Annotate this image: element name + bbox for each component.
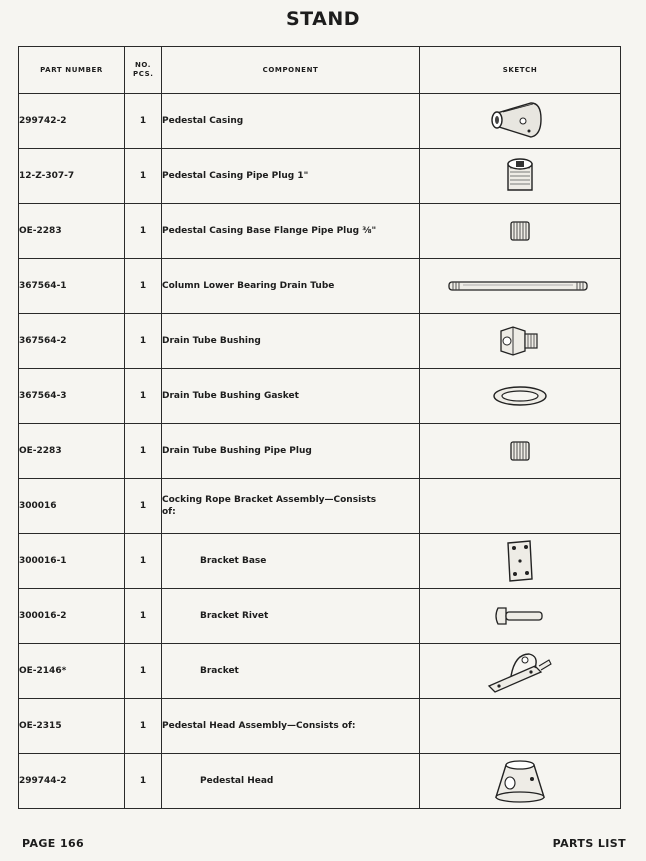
- drain-tube-sketch: [445, 276, 595, 296]
- pcs-cell: 1: [125, 644, 162, 699]
- component-cell: Drain Tube Bushing Pipe Plug: [162, 424, 420, 479]
- table-row: [19, 534, 621, 589]
- sketch-cell: [420, 589, 621, 644]
- part-number-cell: OE-2146*: [19, 644, 125, 699]
- header-no-pcs-label: NO. PCS.: [133, 61, 154, 78]
- pcs-cell: 1: [125, 369, 162, 424]
- pcs-cell: 1: [125, 754, 162, 809]
- component-cell: Pedestal Casing Base Flange Pipe Plug ⅜": [162, 204, 420, 259]
- part-number-cell: OE-2283: [19, 424, 125, 479]
- header-no-pcs: [125, 47, 162, 94]
- pcs-cell: 1: [125, 534, 162, 589]
- part-number-cell: 299742-2: [19, 94, 125, 149]
- parts-table: [18, 46, 621, 809]
- sketch-cell: [420, 754, 621, 809]
- part-number-cell: 299744-2: [19, 754, 125, 809]
- table-row: [19, 259, 621, 314]
- sketch-cell: [420, 699, 621, 754]
- component-cell: [162, 479, 420, 534]
- table-row: [19, 94, 621, 149]
- table-row: [19, 644, 621, 699]
- sketch-cell: [420, 534, 621, 589]
- pedestal-head-sketch: [488, 757, 552, 805]
- pcs-cell: 1: [125, 149, 162, 204]
- sketch-cell: [420, 424, 621, 479]
- pcs-cell: 1: [125, 699, 162, 754]
- part-number-cell: OE-2283: [19, 204, 125, 259]
- pcs-cell: 1: [125, 259, 162, 314]
- sketch-cell: [420, 369, 621, 424]
- component-cell: Bracket Rivet: [162, 589, 420, 644]
- sketch-cell: [420, 644, 621, 699]
- bushing-sketch: [495, 321, 545, 361]
- part-number-cell: 300016-1: [19, 534, 125, 589]
- component-cell: Column Lower Bearing Drain Tube: [162, 259, 420, 314]
- component-cell: Pedestal Head: [162, 754, 420, 809]
- table-row: [19, 589, 621, 644]
- table-row: [19, 369, 621, 424]
- pedestal-casing-sketch: [485, 99, 555, 143]
- sketch-cell: [420, 149, 621, 204]
- small-plug-sketch: [505, 216, 535, 246]
- section-label: PARTS LIST: [552, 837, 626, 850]
- sketch-cell: [420, 479, 621, 534]
- table-row: [19, 424, 621, 479]
- header-component: COMPONENT: [162, 47, 420, 94]
- pcs-cell: 1: [125, 424, 162, 479]
- gasket-sketch: [490, 383, 550, 409]
- table-row: [19, 754, 621, 809]
- table-header-row: [19, 47, 621, 94]
- part-number-cell: 300016: [19, 479, 125, 534]
- pcs-cell: 1: [125, 94, 162, 149]
- component-cell: Bracket Base: [162, 534, 420, 589]
- sketch-cell: [420, 204, 621, 259]
- table-row: [19, 204, 621, 259]
- pcs-cell: 1: [125, 204, 162, 259]
- table-row: [19, 479, 621, 534]
- component-cell: Pedestal Head Assembly—Consists of:: [162, 699, 420, 754]
- page-title: STAND: [285, 8, 361, 30]
- sketch-cell: [420, 259, 621, 314]
- header-sketch: SKETCH: [420, 47, 621, 94]
- table-row: [19, 149, 621, 204]
- pcs-cell: 1: [125, 589, 162, 644]
- pcs-cell: 1: [125, 479, 162, 534]
- header-part-number: PART NUMBER: [19, 47, 125, 94]
- table-row: [19, 314, 621, 369]
- bracket-base-sketch: [500, 537, 540, 585]
- part-number-cell: 367564-1: [19, 259, 125, 314]
- part-number-cell: 367564-2: [19, 314, 125, 369]
- component-cell: Drain Tube Bushing: [162, 314, 420, 369]
- component-label: Cocking Rope Bracket Assembly—Consists of:: [162, 495, 377, 517]
- pcs-cell: 1: [125, 314, 162, 369]
- part-number-cell: OE-2315: [19, 699, 125, 754]
- table-row: [19, 699, 621, 754]
- part-number-cell: 367564-3: [19, 369, 125, 424]
- sketch-cell: [420, 94, 621, 149]
- page-number: PAGE 166: [22, 837, 85, 850]
- component-cell: Pedestal Casing Pipe Plug 1": [162, 149, 420, 204]
- part-number-cell: 300016-2: [19, 589, 125, 644]
- component-cell: Pedestal Casing: [162, 94, 420, 149]
- part-number-cell: 12-Z-307-7: [19, 149, 125, 204]
- pipe-plug-sketch: [500, 154, 540, 198]
- bracket-sketch: [485, 648, 555, 694]
- component-cell: Bracket: [162, 644, 420, 699]
- small-plug-sketch: [505, 436, 535, 466]
- sketch-cell: [420, 314, 621, 369]
- component-cell: Drain Tube Bushing Gasket: [162, 369, 420, 424]
- rivet-sketch: [492, 604, 548, 628]
